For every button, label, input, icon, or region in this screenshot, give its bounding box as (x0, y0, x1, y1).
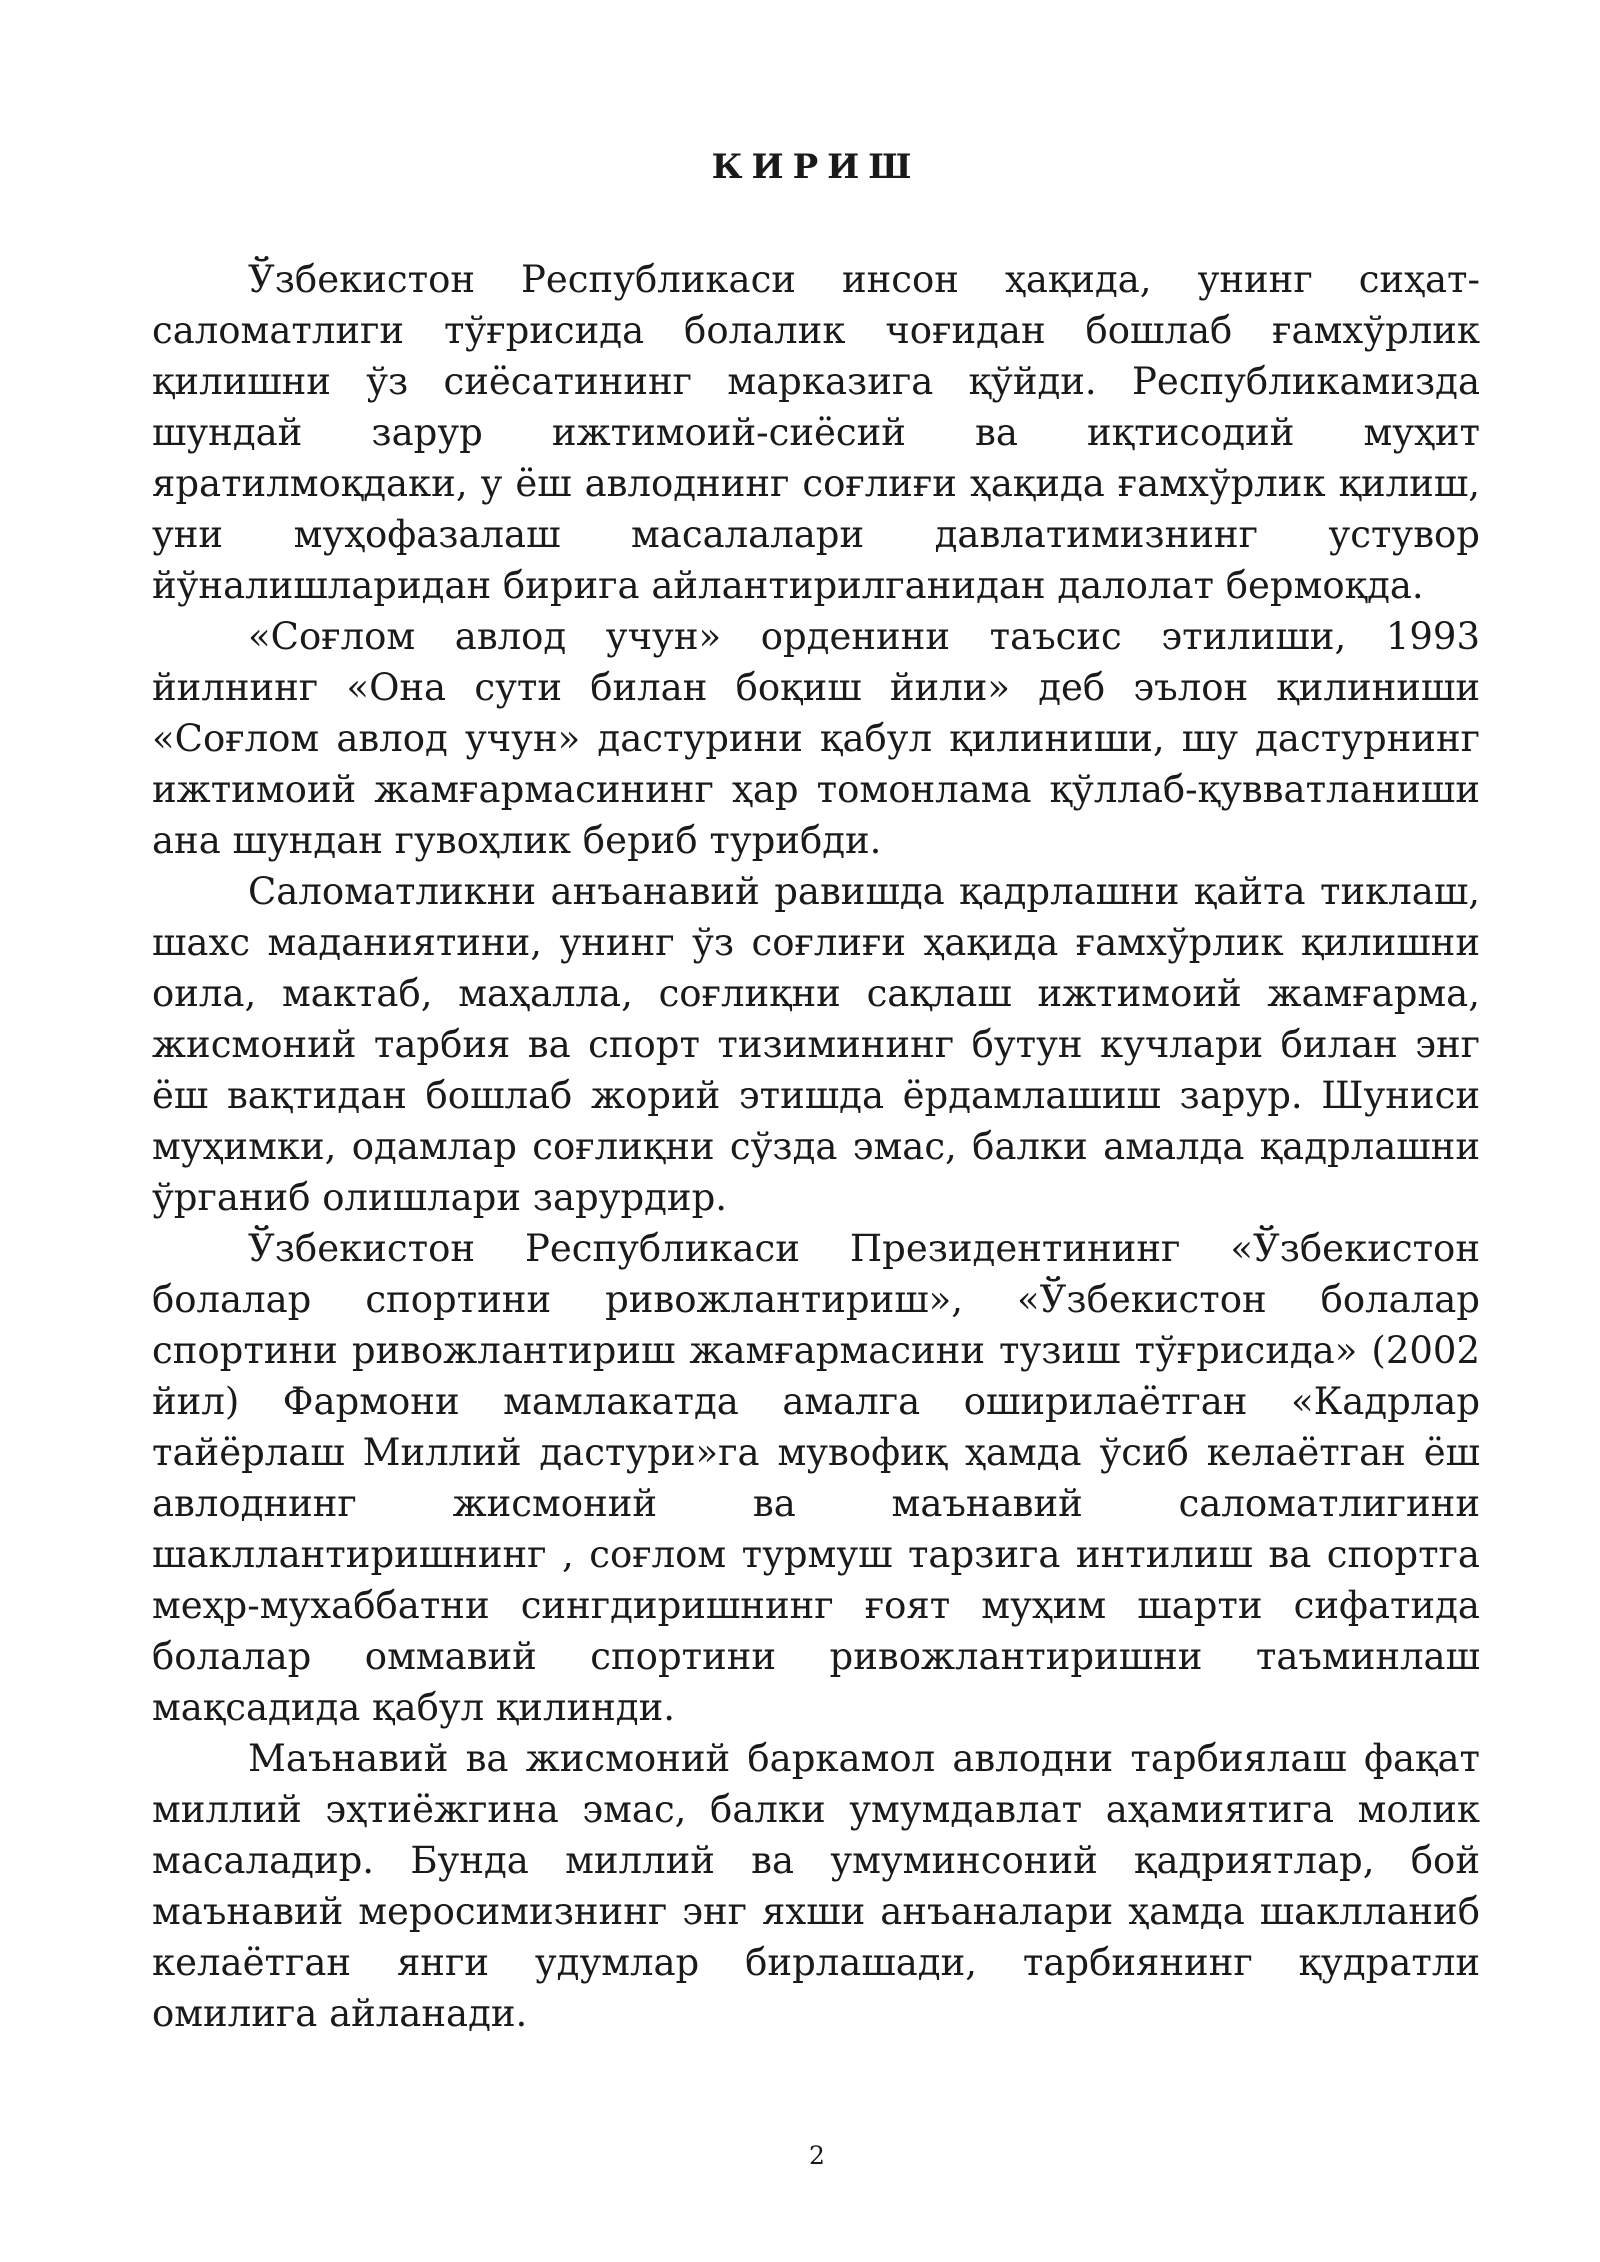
paragraph-2: «Соғлом авлод учун» орденини таъсис этилиши, 1993 йилнинг «Она сути билан боқиш йили» деб эълон қилиниши «Соғлом авлод учун» дастурини қабул қилиниши, шу дастурнинг ижтимоий жамғармасининг ҳар томонлама қўллаб-қувватланиши ана шундан гувоҳлик бериб турибди. (152, 615, 1480, 862)
page-number: 2 (809, 2141, 825, 2170)
paragraph-3: Саломатликни анъанавий равишда қадрлашни қайта тиклаш, шахс маданиятини, унинг ўз соғлиғи ҳақида ғамхўрлик қилишни оила, мактаб, маҳалла, соғлиқни сақлаш ижтимоий жамғарма, жисмоний тарбия ва спорт тизимининг бутун кучлари билан энг ёш вақтидан бошлаб жорий этишда ёрдамлашиш зарур. Шуниси муҳимки, одамлар соғлиқни сўзда эмас, балки амалда қадрлашни ўрганиб олишлари зарурдир. (152, 870, 1480, 1219)
paragraph-1: Ўзбекистон Республикаси инсон ҳақида, унинг сиҳат-саломатлиги тўғрисида болалик чоғидан бошлаб ғамхўрлик қилишни ўз сиёсатининг марказига қўйди. Республикамизда шундай зарур ижтимоий-сиёсий ва иқтисодий муҳит яратилмоқдаки, у ёш авлоднинг соғлиғи ҳақида ғамхўрлик қилиш, уни муҳофазалаш масалалари давлатимизнинг устувор йўналишларидан бирига айлантирилганидан далолат бермоқда. (152, 258, 1480, 607)
paragraph-4: Ўзбекистон Республикаси Президентининг «Ўзбекистон болалар спортини ривожлантириш», «Ўзбекистон болалар спортини ривожлантириш жамғармасини тузиш тўғрисида» (2002 йил) Фармони мамлакатда амалга оширилаётган «Кадрлар тайёрлаш Миллий дастури»га мувофиқ ҳамда ўсиб келаётган ёш авлоднинг жисмоний ва маънавий саломатлигини шакллантиришнинг , соғлом турмуш тарзига интилиш ва спортга меҳр-мухаббатни сингдиришнинг ғоят муҳим шарти сифатида болалар оммавий спортини ривожлантиришни таъминлаш мақсадида қабул қилинди. (152, 1227, 1480, 1729)
paragraph-5: Маънавий ва жисмоний баркамол авлодни тарбиялаш фақат миллий эҳтиёжгина эмас, балки умумдавлат аҳамиятига молик масаладир. Бунда миллий ва умуминсоний қадриятлар, бой маънавий меросимизнинг энг яхши анъаналари ҳамда шаклланиб келаётган янги удумлар бирлашади, тарбиянинг қудратли омилига айланади. (152, 1737, 1480, 2035)
document-page (152, 147, 1480, 2039)
document-title: КИРИШ (711, 147, 921, 187)
